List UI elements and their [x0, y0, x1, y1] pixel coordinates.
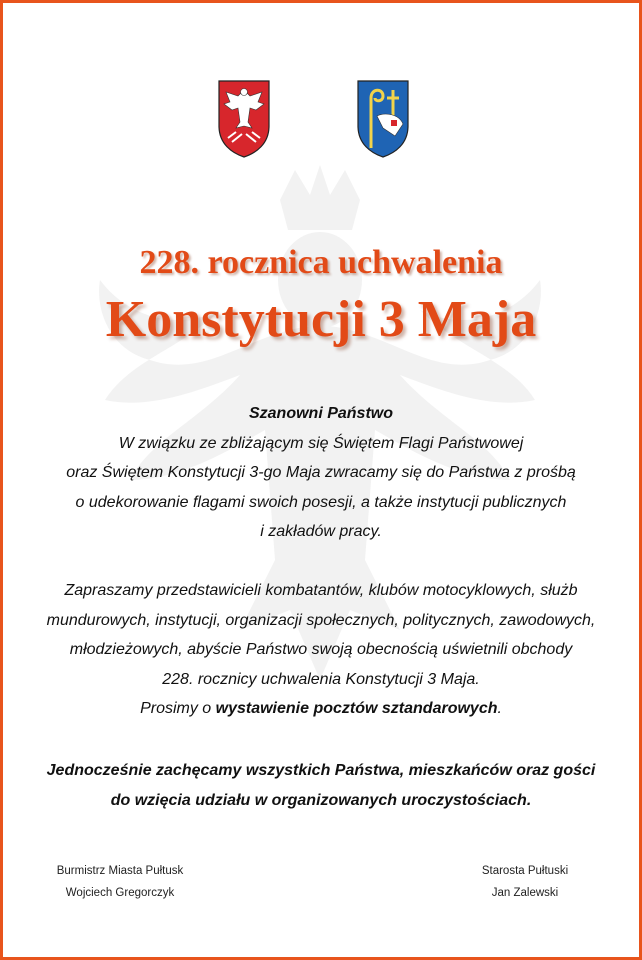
- signature-role: Burmistrz Miasta Pułtusk: [56, 865, 184, 877]
- request-line: [10, 694, 632, 724]
- paragraph-line: Jednocześnie zachęcamy wszystkich Państwa, mieszkańców oraz gości: [46, 762, 596, 779]
- coat-of-arms-pultusk-county: [355, 78, 411, 158]
- signature-name: Jan Zalewski: [491, 887, 559, 899]
- signature-role: Starosta Pułtuski: [481, 865, 569, 877]
- paragraph-line: młodzieżowych, abyście Państwo swoją obecnością uświetnili obchody: [69, 641, 573, 658]
- request-suffix: .: [497, 700, 502, 717]
- request-prefix: Prosimy o: [140, 700, 216, 717]
- paragraph-line: do wzięcia udziału w organizowanych uroczystościach.: [110, 791, 532, 809]
- signature-mayor: [40, 860, 200, 904]
- anniversary-subtitle: 228. rocznica uchwalenia: [139, 244, 503, 281]
- greeting: Szanowni Państwo: [248, 405, 393, 422]
- coat-of-arms-pultusk-city: [216, 78, 272, 158]
- paragraph-invitation-organizations: [10, 576, 632, 724]
- paragraph-invitation-flags: [10, 399, 632, 547]
- paragraph-line: W związku ze zbliżającym się Świętem Flagi Państwowej: [118, 434, 524, 452]
- signature-name: Wojciech Gregorczyk: [65, 887, 175, 899]
- paragraph-line: oraz Świętem Konstytucji 3-go Maja zwracamy się do Państwa z prośbą: [66, 464, 576, 481]
- paragraph-line: Zapraszamy przedstawicieli kombatantów, klubów motocyklowych, służb: [64, 582, 578, 599]
- paragraph-encouragement: [10, 756, 632, 815]
- paragraph-line: 228. rocznicy uchwalenia Konstytucji 3 Maja.: [162, 670, 480, 688]
- paragraph-line: o udekorowanie flagami swoich posesji, a także instytucji publicznych: [75, 493, 567, 511]
- request-bold: wystawienie pocztów sztandarowych: [215, 700, 498, 717]
- page-title: Konstytucji 3 Maja: [105, 291, 537, 348]
- paragraph-line: i zakładów pracy.: [260, 523, 382, 540]
- signature-starost: [450, 860, 600, 904]
- paragraph-line: mundurowych, instytucji, organizacji społecznych, politycznych, zawodowych,: [46, 611, 596, 629]
